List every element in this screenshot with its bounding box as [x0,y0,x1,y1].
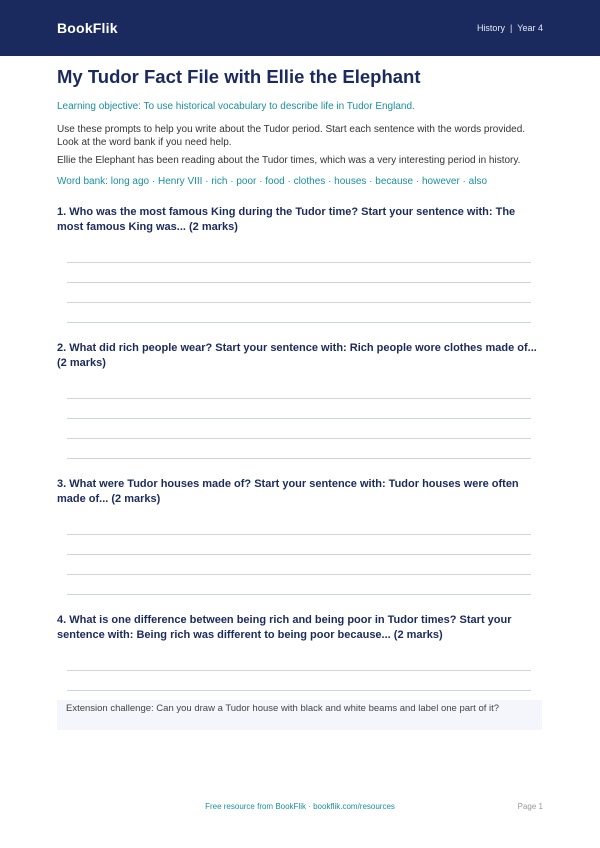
page-footer [0,802,600,814]
answer-line[interactable] [67,574,531,575]
header-meta [477,23,543,33]
page-header [0,0,600,56]
answer-line[interactable] [67,594,531,595]
question-text: 3. What were Tudor houses made of? Start your sentence with: Tudor houses were often made of... (2 marks) [57,477,519,505]
answer-line[interactable] [67,690,531,691]
brand-logo: BookFlik [57,20,118,36]
answer-line[interactable] [67,534,531,535]
answer-line[interactable] [67,458,531,459]
question-3 [57,477,543,607]
answer-line[interactable] [67,670,531,671]
word-bank: Word bank: long ago · Henry VIII · rich · poor · food · clothes · houses · because · however · also [57,175,488,187]
question-1 [57,205,543,335]
question-text: 1. Who was the most famous King during the Tudor time? Start your sentence with: The most famous King was... (2 marks) [57,205,516,233]
answer-lines[interactable] [67,371,531,471]
question-2 [57,341,543,471]
answer-line[interactable] [67,418,531,419]
extension-challenge: Extension challenge: Can you draw a Tudor house with black and white beams and label one part of it? [57,700,542,730]
meta-separator: | [509,23,513,33]
answer-line[interactable] [67,398,531,399]
learning-objective: Learning objective: To use historical vocabulary to describe life in Tudor England. [57,101,415,112]
answer-lines[interactable] [67,235,531,335]
worksheet-content [57,66,543,733]
instructions-text: Use these prompts to help you write about the Tudor period. Start each sentence with the words provided. Look at the word bank if you need help. [57,124,526,148]
question-text: 2. What did rich people wear? Start your sentence with: Rich people wore clothes made of... (2 marks) [57,341,537,369]
year-label: Year 4 [517,23,543,33]
answer-line[interactable] [67,322,531,323]
page-title: My Tudor Fact File with Ellie the Elephant [57,66,421,87]
page-number: Page 1 [517,802,543,811]
intro-text: Ellie the Elephant has been reading about the Tudor times, which was a very interesting period in history. [57,155,521,166]
answer-line[interactable] [67,262,531,263]
answer-line[interactable] [67,282,531,283]
subject-label: History [476,23,505,33]
question-text: 4. What is one difference between being rich and being poor in Tudor times? Start your sentence with: Being rich was different to being poor because... (2 marks) [57,613,512,641]
answer-line[interactable] [67,438,531,439]
answer-line[interactable] [67,554,531,555]
footer-resource-link[interactable]: Free resource from BookFlik · bookflik.com/resources [205,802,395,811]
answer-line[interactable] [67,302,531,303]
answer-lines[interactable] [67,507,531,607]
